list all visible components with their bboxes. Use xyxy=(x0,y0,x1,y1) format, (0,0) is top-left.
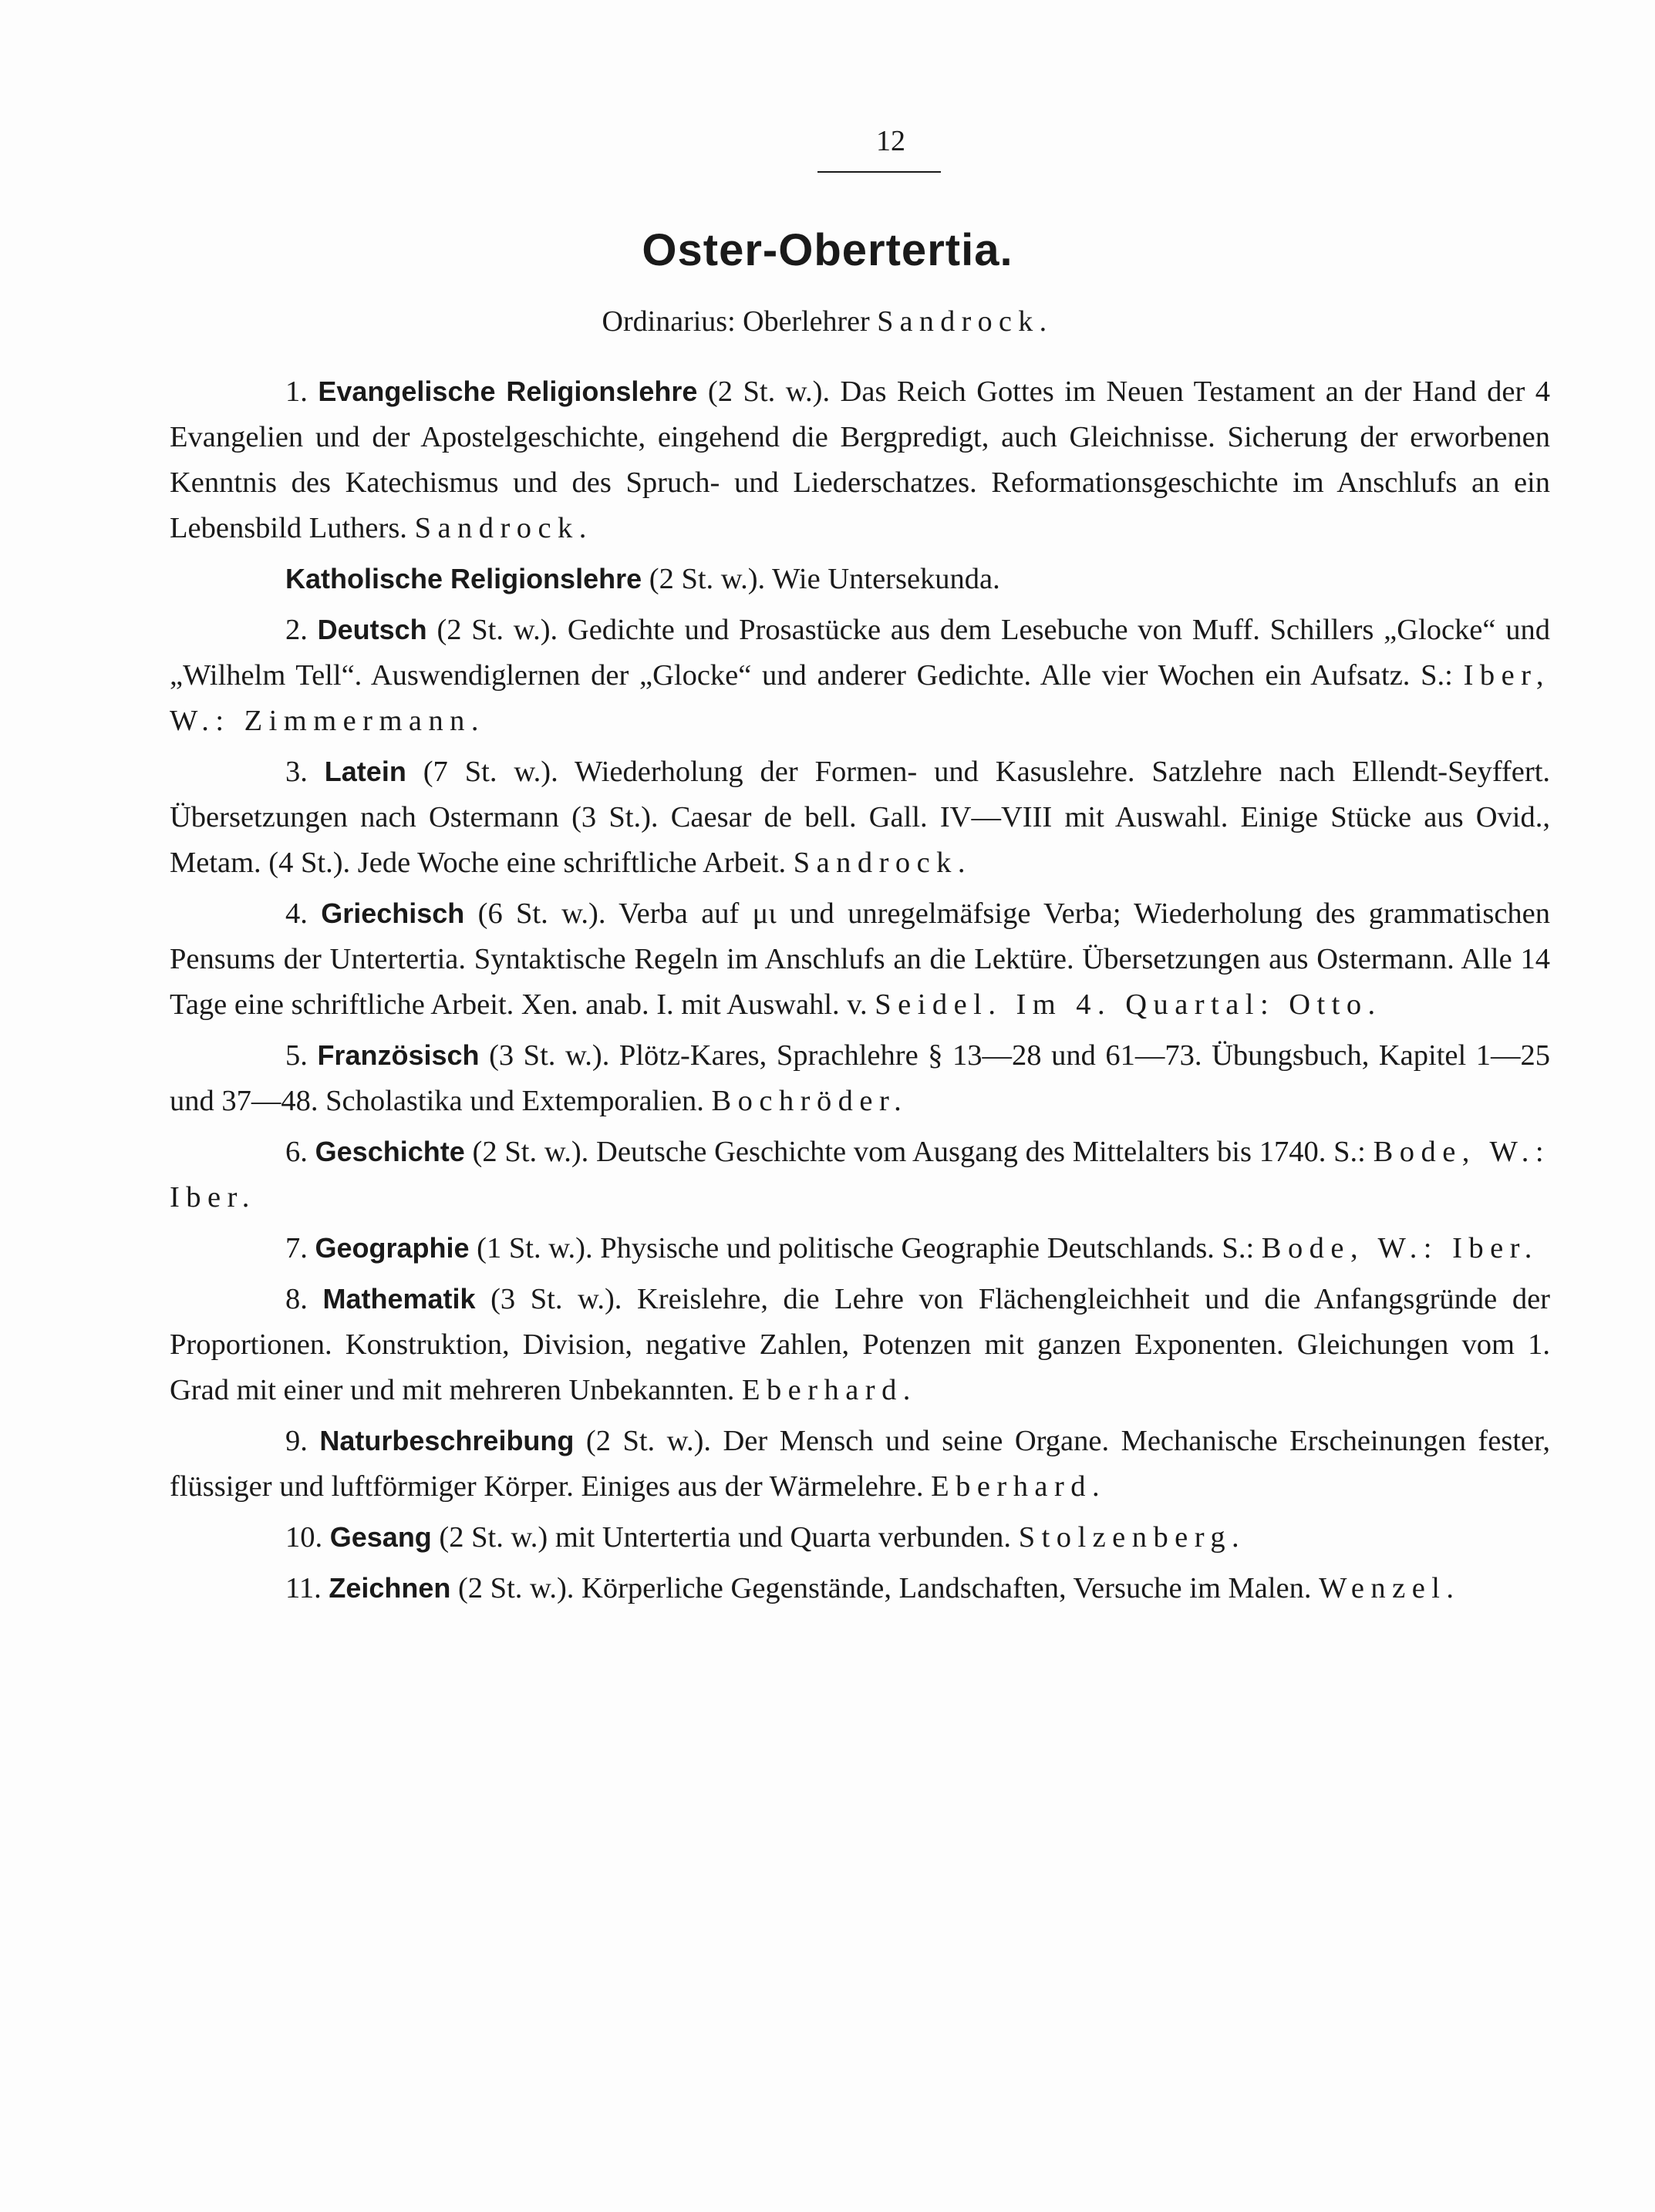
section-text: (1 St. w.). Physische und politische Geographie Deutschlands. S.: xyxy=(477,1232,1255,1264)
section-geschichte xyxy=(170,1129,1550,1220)
ordinarius-name: Sandrock. xyxy=(877,305,1053,338)
subject-heading: Zeichnen xyxy=(329,1572,451,1604)
subject-heading: Geographie xyxy=(315,1232,470,1264)
teacher-name: Eberhard. xyxy=(741,1374,917,1406)
section-evangelische-religionslehre xyxy=(170,369,1550,551)
section-text: (7 St. w.). Wiederholung der Formen- und Kasuslehre. Satzlehre nach Ellendt-Seyffert. Übersetzungen nach Ostermann (3 St.). Caesar de bell. Gall. IV—VIII mit Auswahl. Einige Stücke aus Ovid., Metam. (4 St.). Jede Woche eine schriftliche Arbeit. xyxy=(170,756,1551,879)
subject-heading: Französisch xyxy=(317,1039,480,1071)
teacher-name: Bode, W.: Iber. xyxy=(1261,1232,1539,1264)
subject-heading: Katholische Religionslehre xyxy=(285,563,642,594)
teacher-name: Eberhard. xyxy=(931,1470,1107,1503)
subject-heading: Latein xyxy=(324,756,406,787)
section-text: (2 St. w.). Deutsche Geschichte vom Ausgang des Mittelalters bis 1740. S.: xyxy=(472,1136,1366,1168)
section-franzoesisch xyxy=(170,1032,1550,1124)
subject-heading: Deutsch xyxy=(317,614,427,645)
teacher-name: Seidel. Im 4. Quartal: Otto. xyxy=(875,988,1382,1021)
subject-heading: Griechisch xyxy=(321,897,465,929)
section-text: (2 St. w.). Das Reich Gottes im Neuen Testament an der Hand der 4 Evangelien und der Apostelgeschichte, eingehend die Bergpredigt, auch Gleichnisse. Sicherung der erworbenen Kenntnis des Katechismus und des Spruch- und Liederschatzes. Reformationsgeschichte im Anschlufs an ein Lebensbild Luthers. xyxy=(170,375,1551,544)
section-number: 9. xyxy=(285,1425,308,1457)
teacher-name: Sandrock. xyxy=(793,847,972,879)
teacher-name: Wenzel. xyxy=(1319,1572,1461,1604)
section-text: (2 St. w.) mit Untertertia und Quarta verbunden. xyxy=(439,1521,1012,1554)
section-deutsch xyxy=(170,607,1550,744)
subject-heading: Evangelische Religionslehre xyxy=(318,375,698,407)
ordinarius-line xyxy=(0,304,1655,339)
subject-heading: Gesang xyxy=(329,1521,432,1553)
section-zeichnen xyxy=(170,1565,1550,1611)
section-number: 11. xyxy=(285,1572,322,1604)
subject-heading: Naturbeschreibung xyxy=(319,1425,575,1456)
section-text: (2 St. w.). Wie Untersekunda. xyxy=(649,563,1000,595)
section-text: (2 St. w.). Gedichte und Prosastücke aus dem Lesebuche von Muff. Schillers „Glocke“ und „Wilhelm Tell“. Auswendiglernen der „Glocke“ und anderer Gedichte. Alle vier Wochen ein Aufsatz. S.: xyxy=(170,614,1550,692)
section-text: (2 St. w.). Körperliche Gegenstände, Landschaften, Versuche im Malen. xyxy=(457,1572,1312,1604)
section-mathematik xyxy=(170,1276,1550,1413)
page-number-rule xyxy=(817,171,941,173)
section-number: 1. xyxy=(285,375,308,408)
section-number: 4. xyxy=(285,897,308,930)
section-number: 3. xyxy=(285,756,308,788)
section-latein xyxy=(170,749,1550,886)
section-text: (2 St. w.). Der Mensch und seine Organe. Mechanische Erscheinungen fester, flüssiger und luftförmiger Körper. Einiges aus der Wärmelehre. xyxy=(170,1425,1551,1503)
subject-heading: Geschichte xyxy=(315,1136,465,1167)
section-katholische-religionslehre xyxy=(170,556,1550,602)
page-number: 12 xyxy=(876,125,905,157)
section-gesang xyxy=(170,1514,1550,1561)
section-text: (3 St. w.). Kreislehre, die Lehre von Flächengleichheit und die Anfangsgründe der Proportionen. Konstruktion, Division, negative Zahlen, Potenzen mit ganzen Exponenten. Gleichungen vom 1. Grad mit einer und mit mehreren Unbekannten. xyxy=(170,1283,1550,1406)
teacher-name: Bochröder. xyxy=(711,1085,908,1117)
section-geographie xyxy=(170,1225,1550,1271)
page-title: Oster-Obertertia. xyxy=(642,225,1013,275)
ordinarius-label: Ordinarius: Oberlehrer xyxy=(602,305,870,338)
subject-list xyxy=(170,369,1550,1616)
section-text: (6 St. w.). Verba auf μι und unregelmäfsige Verba; Wiederholung des grammatischen Pensums der Untertertia. Syntaktische Regeln im Anschlufs an die Lektüre. Übersetzungen aus Ostermann. Alle 14 Tage eine schriftliche Arbeit. Xen. anab. I. mit Auswahl. v. xyxy=(170,897,1550,1021)
section-text: (3 St. w.). Plötz-Kares, Sprachlehre § 13—28 und 61—73. Übungsbuch, Kapitel 1—25 und 37—48. Scholastika und Extemporalien. xyxy=(170,1039,1551,1117)
section-number: 6. xyxy=(285,1136,308,1168)
section-number: 10. xyxy=(285,1521,323,1554)
subject-heading: Mathematik xyxy=(322,1283,476,1315)
section-number: 7. xyxy=(285,1232,308,1264)
teacher-name: Iber, W.: Zimmermann. xyxy=(170,659,1550,737)
teacher-name: Sandrock. xyxy=(414,512,593,544)
teacher-name: Bode, W.: Iber. xyxy=(170,1136,1550,1214)
section-naturbeschreibung xyxy=(170,1418,1550,1510)
teacher-name: Stolzenberg. xyxy=(1018,1521,1246,1554)
section-number: 2. xyxy=(285,614,308,646)
section-number: 5. xyxy=(285,1039,308,1072)
section-number: 8. xyxy=(285,1283,308,1315)
section-griechisch xyxy=(170,891,1550,1028)
